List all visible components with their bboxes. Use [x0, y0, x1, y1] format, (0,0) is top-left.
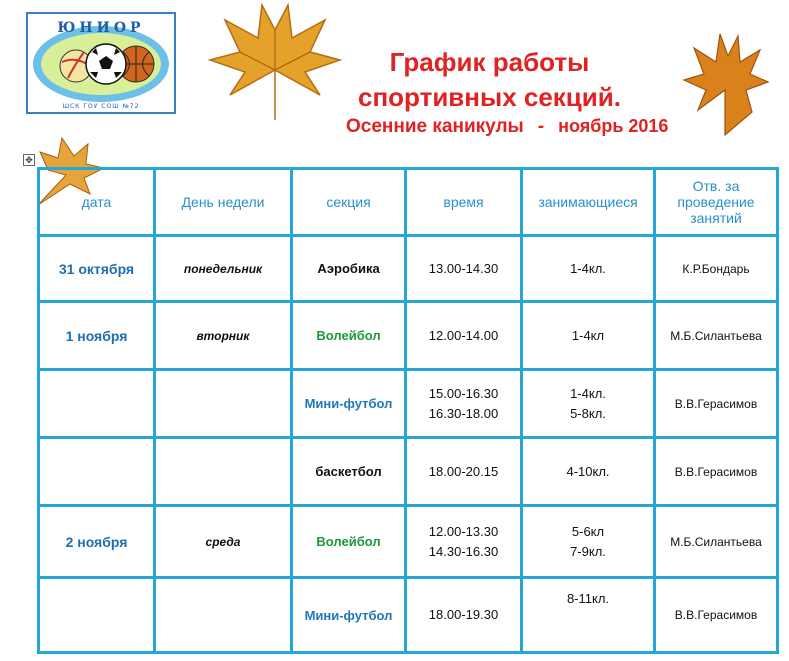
cell-time	[406, 578, 522, 653]
cell-students	[522, 302, 655, 370]
cell-students	[522, 370, 655, 438]
time-line: 15.00-16.30	[428, 385, 499, 401]
students-line: 1-4кл	[571, 327, 605, 343]
cell-time	[406, 236, 522, 302]
cell-date: 2 ноября	[39, 506, 155, 578]
table-row	[39, 578, 778, 653]
cell-students	[522, 236, 655, 302]
cell-date	[39, 438, 155, 506]
table-row	[39, 302, 778, 370]
header-responsible: Отв. за проведение занятий	[655, 169, 778, 236]
header-students: занимающиеся	[522, 169, 655, 236]
cell-weekday	[155, 578, 292, 653]
table-row	[39, 506, 778, 578]
cell-weekday: среда	[155, 506, 292, 578]
page-subtitle	[346, 116, 668, 138]
cell-section: Мини-футбол	[292, 370, 406, 438]
students-line: 7-9кл.	[570, 543, 606, 559]
header-date: дата	[39, 169, 155, 236]
cell-weekday	[155, 438, 292, 506]
cell-section: баскетбол	[292, 438, 406, 506]
time-line: 12.00-14.00	[428, 327, 499, 343]
cell-weekday: понедельник	[155, 236, 292, 302]
students-line: 5-8кл.	[570, 405, 606, 421]
cell-weekday	[155, 370, 292, 438]
time-line: 18.00-19.30	[428, 607, 499, 622]
time-line: 16.30-18.00	[428, 405, 499, 421]
students-line: 4-10кл.	[566, 463, 610, 479]
cell-teacher: К.Р.Бондарь	[655, 236, 778, 302]
table-move-handle-icon[interactable]: ✥	[23, 154, 35, 166]
cell-teacher: М.Б.Силантьева	[655, 302, 778, 370]
cell-time	[406, 506, 522, 578]
cell-students	[522, 578, 655, 653]
subtitle-holidays: Осенние каникулы	[346, 116, 524, 137]
time-line: 13.00-14.30	[428, 260, 499, 276]
subtitle-separator: -	[537, 116, 545, 137]
cell-time	[406, 370, 522, 438]
cell-section: Волейбол	[292, 506, 406, 578]
cell-time	[406, 302, 522, 370]
logo-subtitle: ШСК ГОУ СОШ №72	[62, 103, 140, 110]
header-weekday: День недели	[155, 169, 292, 236]
table-row	[39, 438, 778, 506]
header-time: время	[406, 169, 522, 236]
table-header-row	[39, 169, 778, 236]
cell-students	[522, 506, 655, 578]
cell-section: Аэробика	[292, 236, 406, 302]
table-row	[39, 370, 778, 438]
cell-date	[39, 370, 155, 438]
cell-date	[39, 578, 155, 653]
cell-teacher: В.В.Герасимов	[655, 578, 778, 653]
students-line: 1-4кл.	[570, 260, 606, 276]
table-row	[39, 236, 778, 302]
time-line: 12.00-13.30	[428, 523, 499, 539]
cell-time	[406, 438, 522, 506]
cell-date: 31 октября	[39, 236, 155, 302]
cell-weekday: вторник	[155, 302, 292, 370]
cell-teacher: В.В.Герасимов	[655, 438, 778, 506]
cell-students	[522, 438, 655, 506]
time-line: 18.00-20.15	[428, 463, 499, 479]
subtitle-period: ноябрь 2016	[558, 116, 669, 136]
cell-section: Мини-футбол	[292, 578, 406, 653]
students-line: 1-4кл.	[570, 385, 606, 401]
logo-title: ЮНИОР	[57, 20, 145, 36]
students-line: 5-6кл	[571, 523, 605, 539]
page-title-line2: спортивных секций.	[358, 82, 621, 112]
cell-section: Волейбол	[292, 302, 406, 370]
time-line: 14.30-16.30	[428, 543, 499, 559]
cell-teacher: М.Б.Силантьева	[655, 506, 778, 578]
page-title-line1: График работы	[389, 47, 590, 77]
header-section: секция	[292, 169, 406, 236]
schedule-table	[37, 167, 779, 654]
cell-teacher: В.В.Герасимов	[655, 370, 778, 438]
students-line: 8-11кл.	[566, 591, 610, 606]
cell-date: 1 ноября	[39, 302, 155, 370]
